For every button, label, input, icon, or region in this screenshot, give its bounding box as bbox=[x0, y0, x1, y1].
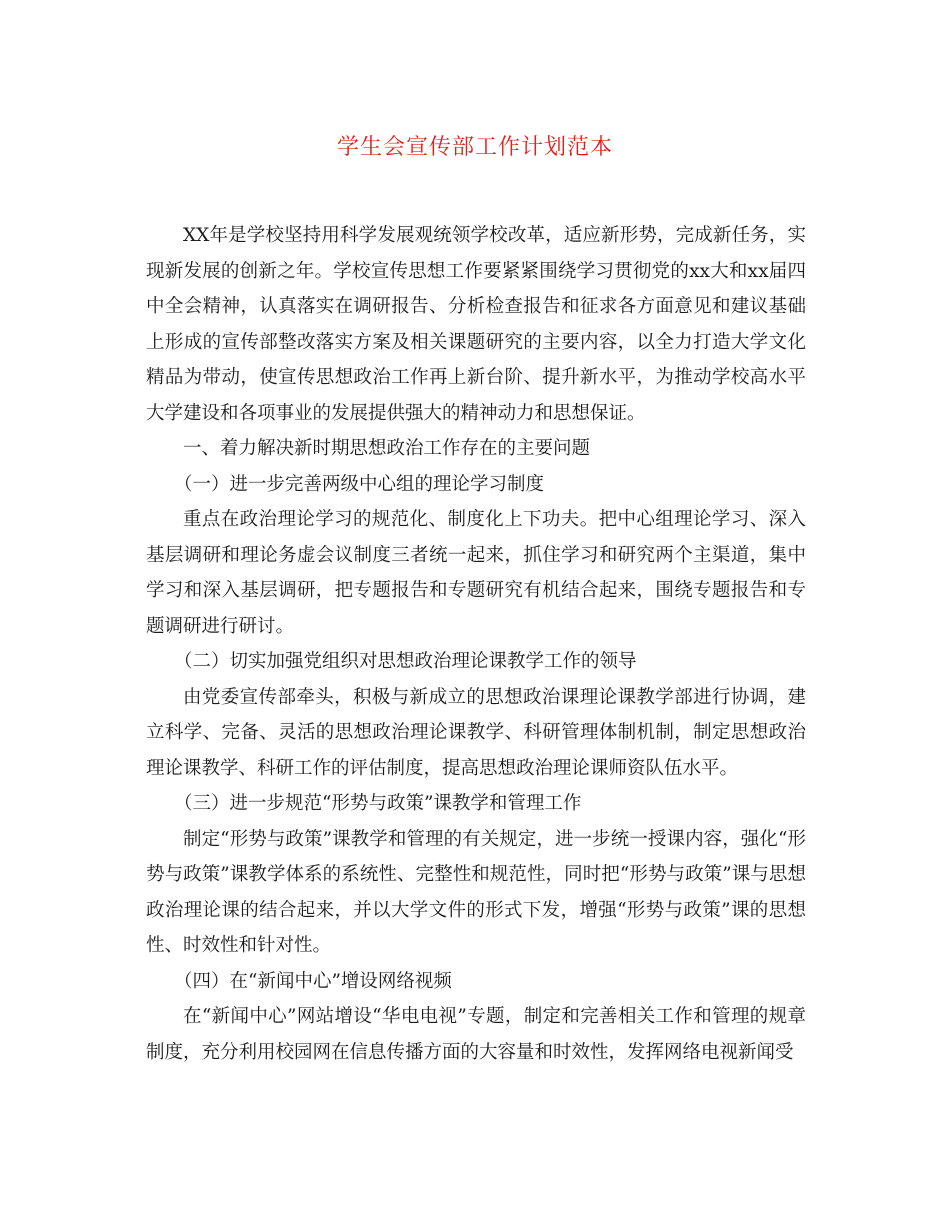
document-title: 学生会宣传部工作计划范本 bbox=[336, 135, 613, 160]
paragraph-intro: XX年是学校坚持用科学发展观统领学校改革，适应新形势，完成新任务，实现新发展的创新之年。学校宣传思想工作要紧紧围绕学习贯彻党的xx大和xx届四中全会精神，认真落实在调研报告、分析检查报告和征求各方面意见和建议基础上形成的宣传部整改落实方案及相关课题研究的主要内容，以全力打造大学文化精品为带动，使宣传思想政治工作再上新台阶、提升新水平，为推动学校高水平大学建设和各项事业的发展提供强大的精神动力和思想保证。 bbox=[146, 225, 806, 424]
section-heading-1: 一、着力解决新时期思想政治工作存在的主要问题 bbox=[183, 438, 591, 459]
paragraph-theory-study: 重点在政治理论学习的规范化、制度化上下功夫。把中心组理论学习、深入基层调研和理论务虚会议制度三者统一起来，抓住学习和研究两个主渠道，集中学习和深入基层调研，把专题报告和专题研究有机结合起来，围绕专题报告和专题调研进行研讨。 bbox=[146, 509, 806, 637]
paragraph-situation-policy: 制定“形势与政策”课教学和管理的有关规定，进一步统一授课内容，强化“形势与政策”课教学体系的系统性、完整性和规范性，同时把“形势与政策”课与思想政治理论课的结合起来，并以大学文件的形式下发，增强“形势与政策”课的思想性、时效性和针对性。 bbox=[146, 828, 806, 956]
document-body bbox=[146, 218, 806, 1070]
paragraph-political-theory: 由党委宣传部牵头，积极与新成立的思想政治课理论课教学部进行协调，建立科学、完备、灵活的思想政治理论课教学、科研管理体制机制，制定思想政治理论课教学、科研工作的评估制度，提高思想政治理论课师资队伍水平。 bbox=[146, 686, 806, 779]
paragraph-news-center: 在“新闻中心”网站增设“华电电视”专题，制定和完善相关工作和管理的规章制度，充分利用校园网在信息传播方面的大容量和时效性，发挥网络电视新闻受 bbox=[146, 1006, 806, 1063]
subsection-heading-2: （二）切实加强党组织对思想政治理论课教学工作的领导 bbox=[174, 651, 637, 672]
subsection-heading-4: （四）在“新闻中心”增设网络视频 bbox=[174, 970, 452, 992]
subsection-heading-3: （三）进一步规范“形势与政策”课教学和管理工作 bbox=[174, 793, 582, 814]
subsection-heading-1: （一）进一步完善两级中心组的理论学习制度 bbox=[174, 473, 545, 495]
